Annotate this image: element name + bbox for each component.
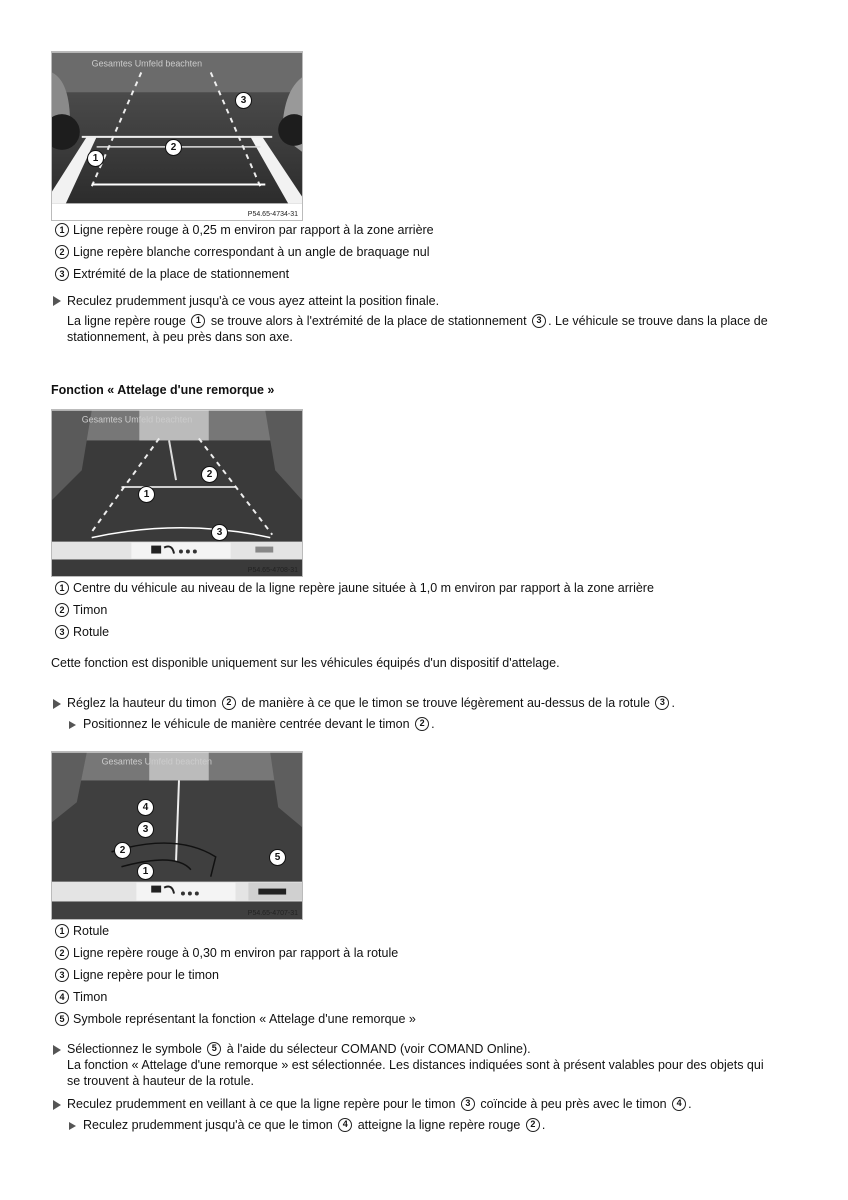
callout-3: 3 [137, 821, 154, 838]
number-icon: 2 [55, 245, 69, 259]
figure-reference: P54.65-4734-31 [247, 211, 298, 218]
legend-item [55, 267, 289, 281]
callout-4: 4 [137, 799, 154, 816]
rear-camera-view [52, 410, 302, 577]
figure-reference: P54.65-4707-31 [247, 910, 298, 917]
callout-2: 2 [201, 466, 218, 483]
step-instruction: Réglez la hauteur du timon 2 de manière à ce que le timon se trouve légèrement au-dessus de la rotule 3 . [67, 696, 675, 710]
legend-item [55, 223, 434, 237]
rear-camera-view [52, 752, 302, 920]
number-icon: 2 [55, 946, 69, 960]
availability-note: Cette fonction est disponible uniquement sur les véhicules équipés d'un dispositif d'attelage. [51, 656, 560, 670]
substep-instruction: Reculez prudemment jusqu'à ce que le timon 4 atteigne la ligne repère rouge 2 . [83, 1118, 546, 1132]
parking-camera-image [51, 51, 303, 221]
callout-2: 2 [165, 139, 182, 156]
substep-arrow-icon [69, 1122, 76, 1130]
legend-text: Extrémité de la place de stationnement [73, 267, 290, 281]
legend-item [55, 1012, 416, 1026]
callout-1: 1 [138, 486, 155, 503]
legend-text: Centre du véhicule au niveau de la ligne repère jaune située à 1,0 m environ par rapport à la zone arrière [73, 581, 654, 595]
substep-instruction: Positionnez le véhicule de manière centrée devant le timon 2 . [83, 717, 435, 731]
number-icon: 2 [415, 717, 429, 731]
number-icon: 2 [222, 696, 236, 710]
overlay-text: Gesamtes Umfeld beachten [101, 756, 213, 767]
number-icon: 4 [55, 990, 69, 1004]
step-arrow-icon [53, 296, 61, 306]
number-icon: 4 [338, 1118, 352, 1132]
number-icon: 3 [55, 267, 69, 281]
step-instruction: Reculez prudemment en veillant à ce que la ligne repère pour le timon 3 coïncide à peu près avec le timon 4 . [67, 1097, 692, 1111]
number-icon: 1 [191, 314, 205, 328]
legend-text: Ligne repère blanche correspondant à un angle de braquage nul [73, 245, 430, 259]
legend-item [55, 924, 109, 938]
number-icon: 3 [655, 696, 669, 710]
callout-3: 3 [211, 524, 228, 541]
step-instruction: Sélectionnez le symbole 5 à l'aide du sélecteur COMAND (voir COMAND Online). La fonction « Attelage d'une remorque » est sélectionnée. Les distances indiquées sont à présent valables pour des objets qui se trouvent à hauteur de la rotule. [67, 1042, 764, 1088]
legend-text: Ligne repère rouge à 0,25 m environ par rapport à la zone arrière [73, 223, 434, 237]
step-arrow-icon [53, 699, 61, 709]
callout-3: 3 [235, 92, 252, 109]
number-icon: 1 [55, 223, 69, 237]
hitch-camera-image [51, 751, 303, 920]
legend-text: Rotule [73, 924, 110, 938]
legend-item [55, 245, 430, 259]
step-arrow-icon [53, 1100, 61, 1110]
legend-item [55, 990, 107, 1004]
callout-1: 1 [137, 863, 154, 880]
number-icon: 4 [672, 1097, 686, 1111]
figure-reference: P54.65-4708-31 [247, 567, 298, 574]
step-instruction: Reculez prudemment jusqu'à ce vous ayez atteint la position finale. La ligne repère rouge 1 se trouve alors à l'extrémité de la place de stationnement 3 . Le véhicule se trouve dans la place de stationnement, à peu près dans son axe. [67, 294, 768, 344]
rear-camera-view [52, 52, 302, 204]
overlay-text: Gesamtes Umfeld beachten [81, 414, 193, 425]
number-icon: 2 [55, 603, 69, 617]
trailer-camera-image [51, 409, 303, 577]
number-icon: 5 [207, 1042, 221, 1056]
number-icon: 1 [55, 924, 69, 938]
number-icon: 2 [526, 1118, 540, 1132]
callout-5: 5 [269, 849, 286, 866]
number-icon: 3 [55, 625, 69, 639]
step-arrow-icon [53, 1045, 61, 1055]
legend-item [55, 625, 109, 639]
callout-1: 1 [87, 150, 104, 167]
legend-item [55, 603, 107, 617]
legend-item [55, 581, 654, 595]
legend-text: Timon [73, 990, 108, 1004]
legend-text: Symbole représentant la fonction « Attelage d'une remorque » [73, 1012, 416, 1026]
legend-item [55, 968, 219, 982]
callout-2: 2 [114, 842, 131, 859]
number-icon: 3 [55, 968, 69, 982]
legend-text: Timon [73, 603, 108, 617]
legend-text: Ligne repère rouge à 0,30 m environ par rapport à la rotule [73, 946, 399, 960]
section-heading: Fonction « Attelage d'une remorque » [51, 383, 275, 397]
number-icon: 3 [532, 314, 546, 328]
legend-text: Rotule [73, 625, 110, 639]
overlay-text: Gesamtes Umfeld beachten [91, 58, 203, 69]
substep-arrow-icon [69, 721, 76, 729]
number-icon: 1 [55, 581, 69, 595]
number-icon: 5 [55, 1012, 69, 1026]
legend-item [55, 946, 398, 960]
legend-text: Ligne repère pour le timon [73, 968, 219, 982]
number-icon: 3 [461, 1097, 475, 1111]
